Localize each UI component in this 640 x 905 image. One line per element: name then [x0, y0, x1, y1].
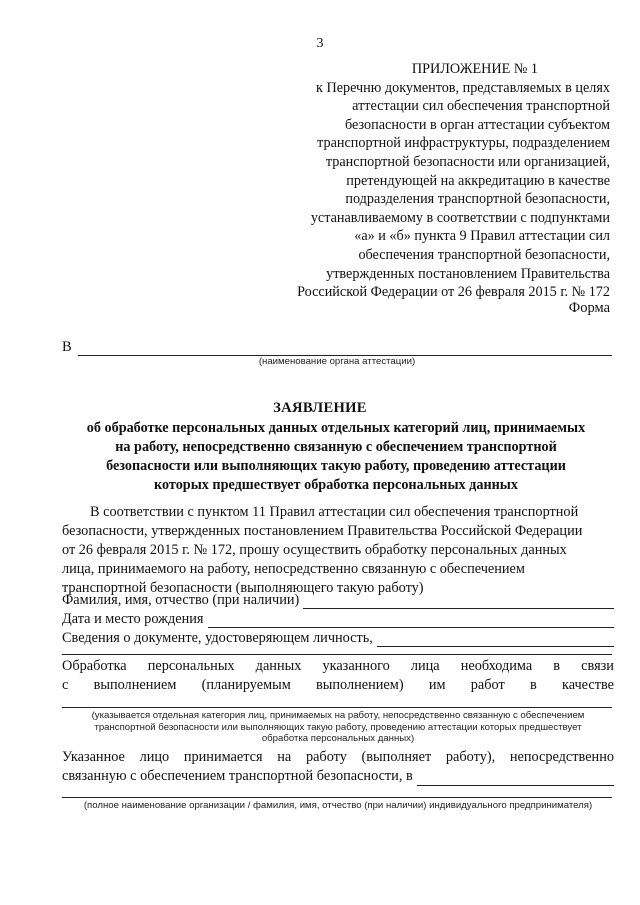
- paragraph-line: от 26 февраля 2015 г. № 172, прошу осуществить обработку персональных данных: [62, 542, 567, 558]
- category-field[interactable]: [62, 707, 612, 708]
- word: связи: [581, 658, 614, 674]
- accepted-line-2: [62, 767, 614, 786]
- birth-field[interactable]: [208, 614, 615, 628]
- appendix-line: транспортной безопасности или организацией,: [325, 153, 610, 170]
- appendix-line: устанавливаемому в соответствии с подпунктами: [310, 209, 610, 226]
- appendix-line: Российской Федерации от 26 февраля 2015 г. № 172: [297, 284, 610, 301]
- appendix-line: аттестации сил обеспечения транспортной: [352, 98, 610, 115]
- word: необходима: [460, 658, 533, 674]
- fio-label: Фамилия, имя, отчество (при наличии): [62, 592, 300, 608]
- subtitle-line: об обработке персональных данных отдельных категорий лиц, принимаемых: [86, 420, 586, 436]
- subtitle-line: безопасности или выполняющих такую работу, проведению аттестации: [106, 458, 566, 474]
- word: выполнением): [316, 677, 404, 693]
- word: указанного: [322, 658, 390, 674]
- word: работу: [305, 749, 347, 765]
- appendix-line: обеспечения транспортной безопасности,: [358, 246, 610, 263]
- page-number: 3: [316, 36, 324, 51]
- appendix-title: ПРИЛОЖЕНИЕ № 1: [411, 61, 538, 77]
- subtitle-line: которых предшествует обработка персональных данных: [154, 477, 518, 493]
- word: данных: [255, 658, 302, 674]
- word: лица: [410, 658, 440, 674]
- word: в: [529, 677, 537, 693]
- word: Обработка: [62, 658, 127, 674]
- paragraph-line: безопасности, утвержденных постановлением Правительства Российской Федерации: [62, 523, 583, 539]
- word: Указанное: [62, 749, 125, 765]
- word: непосредственно: [509, 749, 614, 765]
- appendix-line: к Перечню документов, представляемых в целях: [316, 79, 610, 96]
- subtitle-line: на работу, непосредственно связанную с обеспечением транспортной: [115, 439, 557, 455]
- category-caption: [62, 710, 614, 745]
- paragraph-line: В соответствии с пунктом 11 Правил аттестации сил обеспечения транспортной: [90, 504, 579, 520]
- fio-row: [62, 590, 614, 609]
- word: им: [428, 677, 446, 693]
- accepted-paragraph: [62, 748, 614, 786]
- word: работ: [470, 677, 505, 693]
- word: качестве: [561, 677, 614, 693]
- word: выполнением: [93, 677, 177, 693]
- word: в: [553, 658, 561, 674]
- appendix-line: подразделения транспортной безопасности,: [345, 191, 610, 208]
- word: принимается: [183, 749, 263, 765]
- word: персональных: [147, 658, 235, 674]
- addressee-prefix: В: [62, 339, 72, 355]
- word: на: [277, 749, 292, 765]
- word: (планируемым: [201, 677, 291, 693]
- document-subtitle: [56, 419, 616, 495]
- paragraph-line: транспортной безопасности (выполняющего такую работу): [62, 580, 424, 596]
- addressee-caption: (наименование органа аттестации): [258, 356, 416, 367]
- document-field-continuation[interactable]: [62, 654, 612, 655]
- paragraph-line: лица, принимаемого на работу, непосредственно связанную с обеспечением: [62, 561, 525, 577]
- organization-caption: (полное наименование организации / фамилия, имя, отчество (при наличии) индивидуального предпринимателя): [83, 800, 593, 811]
- organization-field[interactable]: [417, 772, 614, 786]
- document-label: Сведения о документе, удостоверяющем личность,: [62, 630, 373, 646]
- birth-label: Дата и место рождения: [62, 611, 204, 627]
- appendix-line: безопасности в орган аттестации субъектом: [345, 116, 610, 133]
- appendix-line: «а» и «б» пункта 9 Правил аттестации сил: [354, 228, 610, 245]
- word: (выполняет: [361, 749, 432, 765]
- addressee-row: [62, 339, 612, 356]
- processing-line-1: [62, 657, 614, 676]
- fio-field[interactable]: [303, 595, 614, 609]
- processing-line-2: [62, 676, 614, 695]
- word: работу),: [445, 749, 496, 765]
- document-row: [62, 628, 614, 647]
- caption-line: обработка персональных данных): [261, 733, 415, 744]
- request-paragraph: [62, 503, 614, 598]
- appendix-line: транспортной инфраструктуры, подразделением: [317, 135, 610, 152]
- processing-paragraph: [62, 657, 614, 695]
- caption-line: (указывается отдельная категория лиц, принимаемых на работу, непосредственно связанную с обеспечением: [91, 710, 585, 721]
- word: лицо: [139, 749, 170, 765]
- birth-row: [62, 609, 614, 628]
- form-label: Форма: [568, 300, 610, 316]
- word: с: [62, 677, 69, 693]
- appendix-line: претендующей на аккредитацию в качестве: [346, 172, 610, 189]
- addressee-field[interactable]: [78, 341, 612, 356]
- appendix-block: [270, 60, 610, 302]
- document-field[interactable]: [377, 633, 614, 647]
- accepted-line-1: [62, 748, 614, 767]
- organization-field-continuation[interactable]: [62, 797, 612, 798]
- caption-line: транспортной безопасности или выполняющих такую работу, проведению аттестации которых предшествует: [94, 721, 582, 733]
- appendix-line: утвержденных постановлением Правительства: [326, 265, 610, 282]
- document-title: ЗАЯВЛЕНИЕ: [273, 400, 367, 416]
- accepted-line-2-text: связанную с обеспечением транспортной безопасности, в: [62, 768, 413, 784]
